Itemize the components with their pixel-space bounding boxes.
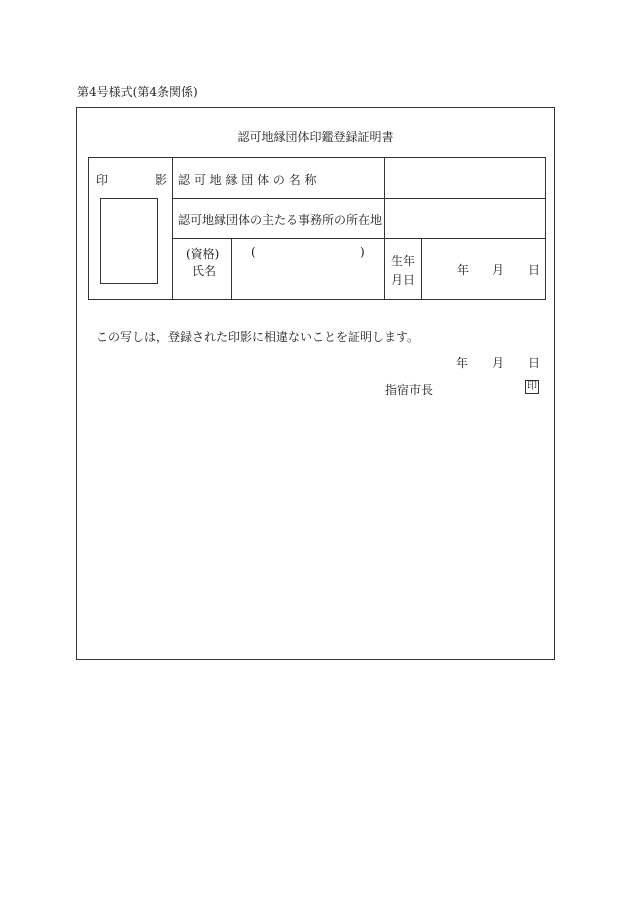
- registration-table: [88, 157, 546, 300]
- official-stamp: 印: [527, 381, 537, 392]
- form-number: 第4号様式(第4条関係): [77, 85, 198, 99]
- birth-month: 月: [492, 263, 505, 277]
- seal-impression-box: [100, 198, 158, 284]
- table-divider: [421, 238, 422, 299]
- paren-open: (: [251, 245, 256, 259]
- certification-text: この写しは，登録された印影に相違ないことを証明します。: [96, 330, 420, 344]
- certificate-frame: [76, 107, 555, 660]
- table-divider: [384, 158, 385, 299]
- birth-day: 日: [528, 263, 541, 277]
- table-divider: [172, 198, 545, 199]
- issue-day: 日: [528, 356, 541, 370]
- qualification-label: (資格): [186, 247, 220, 261]
- birth-year: 年: [457, 263, 470, 277]
- person-name-label: 氏名: [192, 264, 217, 278]
- birth-label: 月日: [391, 273, 416, 287]
- seal-label-right: 影: [155, 173, 168, 187]
- seal-label-left: 印: [96, 173, 109, 187]
- table-divider: [172, 158, 173, 299]
- table-divider: [231, 238, 232, 299]
- office-location-label: 認可地縁団体の主たる事務所の所在地: [178, 213, 383, 227]
- certificate-title: 認可地縁団体印鑑登録証明書: [237, 130, 394, 144]
- issuer-title: 指宿市長: [385, 383, 434, 397]
- org-name-label: 認 可 地 縁 団 体 の 名 称: [178, 173, 317, 187]
- birth-label: 生年: [391, 254, 416, 268]
- issue-month: 月: [492, 356, 505, 370]
- paren-close: ): [360, 245, 365, 259]
- table-divider: [172, 238, 545, 239]
- issue-year: 年: [456, 356, 469, 370]
